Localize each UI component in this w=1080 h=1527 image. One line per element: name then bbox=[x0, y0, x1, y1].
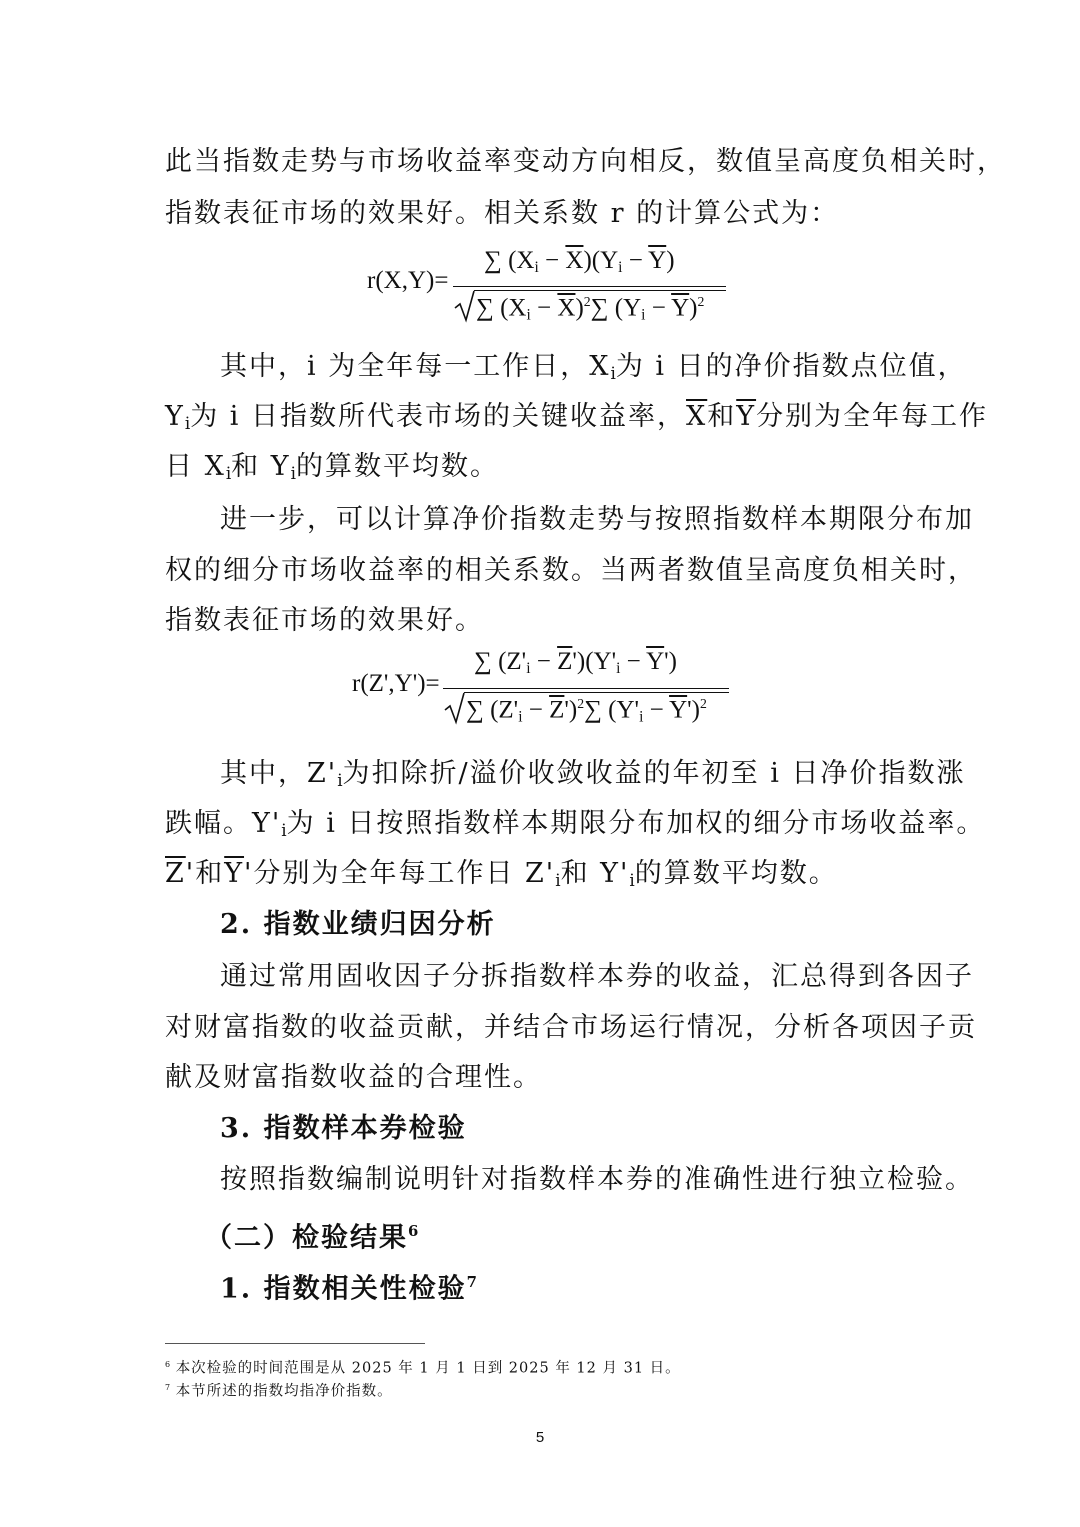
paragraph-6: 按照指数编制说明针对指数样本券的准确性进行独立检验。 bbox=[220, 1164, 974, 1195]
formula-2-fraction-bar bbox=[443, 688, 729, 689]
section-heading-attribution: 2. 指数业绩归因分析 bbox=[220, 909, 496, 940]
footnote-7: $^7$ 本节所述的指数均指净价指数。 bbox=[165, 1383, 393, 1400]
paragraph-3-line-1: 进一步，可以计算净价指数走势与按照指数样本期限分布加 bbox=[220, 504, 974, 535]
paragraph-1-line-2: 指数表征市场的效果好。相关系数 r 的计算公式为： bbox=[165, 198, 840, 229]
formula-2-lhs: r(Z',Y')= bbox=[352, 670, 440, 697]
formula-1-denominator: ∑ $(X_i - \overline{X})^2\sum$ $(Y_i - \overline{Y})^2$ bbox=[476, 294, 705, 324]
formula-2-radical-bar bbox=[464, 692, 729, 693]
paragraph-4-line-1: 其中，$Z'_i$为扣除折/溢价收敛收益的年初至 i 日净价指数涨 bbox=[220, 758, 966, 791]
formula-1-sqrt-sign bbox=[455, 290, 475, 324]
paragraph-4-line-3: $\overline{Z}'$和$\overline{Y}'$分别为全年每工作日 $Z'_i$和 $Y'_i$的算数平均数。 bbox=[165, 858, 838, 891]
formula-1-radical-bar bbox=[474, 290, 726, 291]
paragraph-2-line-2: $Y_i$为 i 日指数所代表市场的关键收益率，$\overline{X}$和$\overline{Y}$分别为全年每工作 bbox=[165, 401, 989, 434]
paragraph-5-line-2: 对财富指数的收益贡献，并结合市场运行情况，分析各项因子贡 bbox=[165, 1012, 977, 1043]
footnote-divider bbox=[165, 1343, 425, 1344]
paragraph-4-line-2: 跌幅。$Y'_i$为 i 日按照指数样本期限分布加权的细分市场收益率。 bbox=[165, 808, 986, 841]
section-heading-sample-bonds: 3. 指数样本券检验 bbox=[220, 1113, 467, 1144]
paragraph-2-line-3: 日 $X_i$和 $Y_i$的算数平均数。 bbox=[165, 451, 499, 484]
footnote-6: $^6$ 本次检验的时间范围是从 2025 年 1 月 1 日到 2025 年 12 月 31 日。 bbox=[165, 1360, 681, 1377]
paragraph-2-line-1: 其中，i 为全年每一工作日，$X_i$为 i 日的净价指数点位值， bbox=[220, 351, 967, 384]
footnote-ref-7: 7 bbox=[466, 1273, 477, 1291]
section-heading-correlation: 1. 指数相关性检验$^7$ bbox=[220, 1273, 477, 1305]
paragraph-5-line-1: 通过常用固收因子分拆指数样本券的收益，汇总得到各因子 bbox=[220, 961, 974, 992]
formula-2-sqrt-sign bbox=[445, 692, 465, 726]
section-heading-results: （二）检验结果$^6$ bbox=[205, 1222, 419, 1254]
formula-2-numerator: ∑ $(Z'_i - \overline{Z}')(Y'_i - \overline{Y}')$ bbox=[474, 648, 677, 677]
paragraph-5-line-3: 献及财富指数收益的合理性。 bbox=[165, 1062, 542, 1093]
formula-1-lhs: r(X,Y)= bbox=[367, 267, 449, 294]
paragraph-1-line-1: 此当指数走势与市场收益率变动方向相反，数值呈高度负相关时， bbox=[165, 146, 1006, 177]
formula-1-numerator: ∑ $(X_i - \overline{X})(Y_i - \overline{Y})$ bbox=[484, 247, 675, 276]
paragraph-3-line-3: 指数表征市场的效果好。 bbox=[165, 605, 484, 636]
formula-1-fraction-bar bbox=[453, 286, 726, 287]
formula-2-denominator: ∑ $(Z'_i - \overline{Z}')^2\sum$ $(Y'_i - \overline{Y}')^2$ bbox=[466, 696, 707, 726]
page-number: 5 bbox=[535, 1429, 545, 1446]
paragraph-3-line-2: 权的细分市场收益率的相关系数。当两者数值呈高度负相关时， bbox=[165, 555, 977, 586]
footnote-ref-6: 6 bbox=[408, 1222, 419, 1240]
